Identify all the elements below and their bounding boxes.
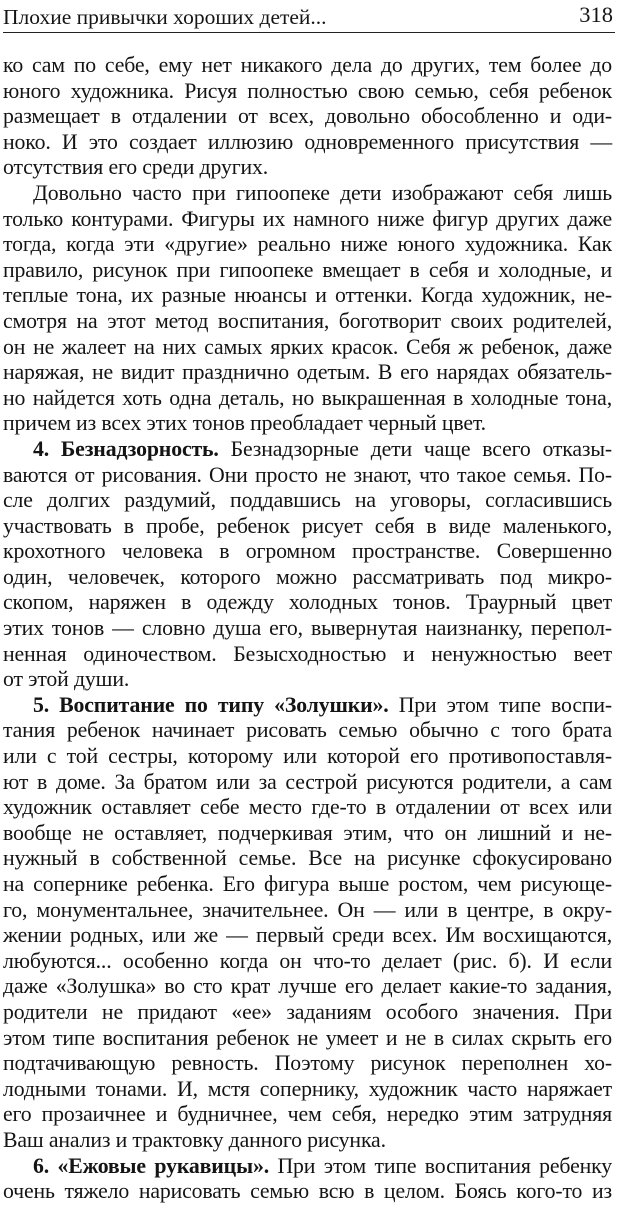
- text-line: причем из всех этих тонов преобладает черный цвет.: [3, 411, 486, 436]
- text-line: [3, 437, 612, 463]
- text-line: теплые тона, их разные нюансы и оттенки. Когда художник, не-: [3, 283, 612, 308]
- text-line: его прозаичнее и будничнее, чем себя, нередко этим затрудняя: [3, 1102, 612, 1127]
- text-line: Ваш анализ и трактовку данного рисунка.: [3, 1127, 386, 1152]
- text-line: [3, 1154, 612, 1180]
- text-line: наряжая, не видит празднично одетым. В его нарядах обязатель-: [3, 360, 612, 385]
- text-line: ненная одиночеством. Безысходностью и ненужностью веет: [3, 641, 612, 666]
- text-fragment: При этом типе воспи-: [388, 692, 612, 717]
- text-line: юного художника. Рисуя полностью свою семью, себя ребенок: [3, 78, 612, 103]
- paragraph: [3, 437, 612, 693]
- text-line: Довольно часто при гипоопеке дети изображают себя лишь: [33, 180, 612, 205]
- text-line: он не жалеет на них самых ярких красок. Себя ж ребенок, даже: [3, 334, 612, 359]
- text-line: сле долгих раздумий, поддавшись на уговоры, согласившись: [3, 488, 612, 513]
- paragraph: [3, 181, 612, 437]
- text-line: тогда, когда эти «другие» реально ниже юного художника. Как: [3, 232, 612, 257]
- text-line: жении родных, или же — первый среди всех. Им восхищаются,: [3, 923, 612, 948]
- text-line: художник оставляет себе место где-то в отдалении от всех или: [3, 795, 612, 820]
- text-line: ко сам по себе, ему нет никакого дела до других, тем более до: [3, 53, 612, 77]
- text-line: [3, 693, 612, 719]
- text-line: один, человечек, которого можно рассматривать под микро-: [3, 564, 612, 589]
- section-heading: 4. Безнадзорность.: [33, 436, 219, 461]
- text-line: очень тяжело нарисовать семью всю в целом. Боясь кого-то из: [3, 1179, 612, 1204]
- text-line: этих тонов — словно душа его, вывернутая наизнанку, перепол-: [3, 616, 612, 641]
- text-fragment: При этом типе воспитания ребенку: [269, 1153, 612, 1178]
- text-line: ноко. И это создает иллюзию одновременного присутствия —: [3, 129, 612, 154]
- section-heading: 5. Воспитание по типу «Золушки».: [33, 692, 389, 717]
- text-line: от этой души.: [3, 667, 130, 692]
- page-number: 318: [579, 2, 613, 27]
- paragraph: [3, 53, 612, 181]
- text-line: участвовать в пробе, ребенок рисует себя в виде маленького,: [3, 513, 612, 538]
- paragraph: [3, 693, 612, 1154]
- section-heading: 6. «Ежовые рукавицы».: [33, 1153, 270, 1178]
- header-rule: [3, 32, 615, 33]
- text-line: любуются... особенно когда он что-то делает (рис. б). И если: [3, 948, 612, 973]
- text-line: ваются от рисования. Они просто не знают, что такое семья. По-: [3, 462, 612, 487]
- body-text: [3, 53, 612, 1205]
- text-fragment: Безнадзорные дети чаще всего отказы-: [218, 436, 612, 461]
- text-line: нужный в собственной семье. Все на рисунке сфокусировано: [3, 846, 612, 871]
- text-line: подтачивающую ревность. Поэтому рисунок переполнен хо-: [3, 1051, 612, 1076]
- text-line: ют в доме. За братом или за сестрой рисуются родители, а сам: [3, 769, 612, 794]
- text-line: только контурами. Фигуры их намного ниже фигур других даже: [3, 206, 612, 231]
- text-line: этом типе воспитания ребенок не умеет и не в силах скрыть его: [3, 1025, 612, 1050]
- text-line: тания ребенок начинает рисовать семью обычно с того брата: [3, 718, 612, 743]
- page-header: [3, 2, 615, 36]
- text-line: отсутствия его среди других.: [3, 155, 269, 180]
- text-line: вообще не оставляет, подчеркивая этим, что он лишний и не-: [3, 820, 612, 845]
- text-line: лодными тонами. И, мстя сопернику, художник часто наряжает: [3, 1076, 612, 1101]
- text-line: смотря на этот метод воспитания, боготворит своих родителей,: [3, 308, 612, 333]
- text-line: го, монументальнее, значительнее. Он — или в центре, в окру-: [3, 897, 612, 922]
- paragraph: [3, 1154, 612, 1205]
- text-line: родители не придают «ее» заданиям особого значения. При: [3, 999, 612, 1024]
- text-line: на сопернике ребенка. Его фигура выше ростом, чем рисующе-: [3, 872, 612, 896]
- text-line: правило, рисунок при гипоопеке вмещает в себя и холодные, и: [3, 257, 612, 282]
- text-line: размещает в отдалении от всех, довольно обособленно и оди-: [3, 104, 612, 129]
- running-title: Плохие привычки хороших детей...: [3, 5, 327, 29]
- text-line: даже «Золушка» во сто крат лучше его делает какие-то задания,: [3, 974, 612, 999]
- text-line: крохотного человека в огромном пространстве. Совершенно: [3, 539, 612, 564]
- text-line: но найдется хоть одна деталь, но выкрашенная в холодные тона,: [3, 385, 612, 410]
- text-line: скопом, наряжен в одежду холодных тонов. Траурный цвет: [3, 590, 612, 615]
- text-line: или с той сестры, которому или которой его противопоставля-: [3, 744, 612, 769]
